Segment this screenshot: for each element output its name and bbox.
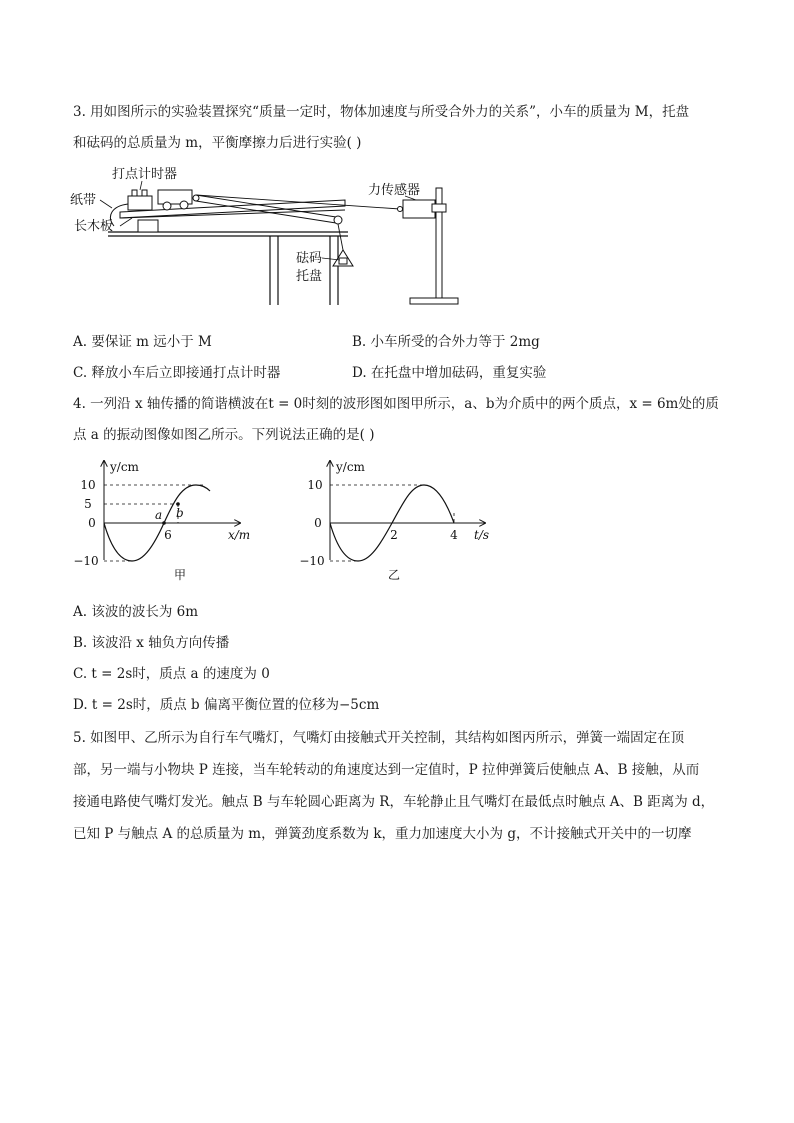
q5-stem-line3: 接通电路使气嘴灯发光。触点 B 与车轮圆心距离为 R，车轮静止且气嘴灯在最低点时触点 A、B 距离为 d， xyxy=(73,794,715,810)
vib-caption: 乙 xyxy=(387,568,401,582)
wave-ytick-0: 0 xyxy=(88,516,96,530)
point-b-label: b xyxy=(176,506,184,520)
q4-option-a: A. 该波的波长为 6m xyxy=(73,604,199,620)
q4-wave-graph xyxy=(60,455,280,590)
q3-option-a: A. 要保证 m 远小于 M xyxy=(73,334,212,350)
q4-option-c: C. t = 2s时，质点 a 的速度为 0 xyxy=(73,666,270,682)
wave-ytick-5: 5 xyxy=(84,497,92,511)
q3-stem-line2: 和砝码的总质量为 m，平衡摩擦力后进行实验( ) xyxy=(73,135,362,151)
vib-xtick-2: 2 xyxy=(390,528,398,542)
wave-ytick-neg10: −10 xyxy=(73,554,99,568)
q4-stem-line2: 点 a 的振动图像如图乙所示。下列说法正确的是( ) xyxy=(73,427,375,443)
vib-xlabel: t/s xyxy=(474,528,490,542)
q4-stem-line1: 4. 一列沿 x 轴传播的简谐横波在t = 0时刻的波形图如图甲所示，a、b为介质中的两个质点，x = 6m处的质 xyxy=(73,396,719,412)
q3-option-b: B. 小车所受的合外力等于 2mg xyxy=(352,334,540,350)
wave-xtick-6: 6 xyxy=(164,528,172,542)
q5-stem-line1: 5. 如图甲、乙所示为自行车气嘴灯，气嘴灯由接触式开关控制，其结构如图丙所示，弹簧一端固定在顶 xyxy=(73,730,685,746)
vib-ytick-neg10: −10 xyxy=(299,554,325,568)
board-label: 长木板 xyxy=(74,219,114,234)
q5-stem-line2: 部，另一端与小物块 P 连接，当车轮转动的角速度达到一定值时，P 拉伸弹簧后使触点 A、B 接触，从而 xyxy=(73,762,700,778)
wave-caption: 甲 xyxy=(173,568,187,582)
wave-ytick-10: 10 xyxy=(80,478,96,492)
sensor-label: 力传感器 xyxy=(368,183,421,198)
q5-stem-line4: 已知 P 与触点 A 的总质量为 m，弹簧劲度系数为 k，重力加速度大小为 g，不计接触式开关中的一切摩 xyxy=(73,826,692,842)
point-a-label: a xyxy=(155,508,163,522)
q3-option-d: D. 在托盘中增加砝码，重复实验 xyxy=(352,365,547,381)
q4-option-b: B. 该波沿 x 轴负方向传播 xyxy=(73,635,230,651)
vib-ytick-0: 0 xyxy=(314,516,322,530)
tray-label: 托盘 xyxy=(296,269,323,284)
q3-option-c: C. 释放小车后立即接通打点计时器 xyxy=(73,365,281,381)
q4-vibration-graph xyxy=(290,455,510,590)
weight-label: 砝码 xyxy=(296,251,323,266)
tape-label: 纸带 xyxy=(70,193,97,208)
wave-xlabel: x/m xyxy=(228,528,251,542)
vib-ytick-10: 10 xyxy=(307,478,323,492)
q4-option-d: D. t = 2s时，质点 b 偏离平衡位置的位移为−5cm xyxy=(73,697,380,713)
timer-label: 打点计时器 xyxy=(112,167,178,182)
wave-ylabel: y/cm xyxy=(110,460,139,474)
q3-apparatus-figure xyxy=(60,160,480,310)
vib-xtick-4: 4 xyxy=(450,528,458,542)
vib-ylabel: y/cm xyxy=(336,460,365,474)
q3-stem-line1: 3. 用如图所示的实验装置探究“质量一定时，物体加速度与所受合外力的关系”，小车的质量为 M，托盘 xyxy=(73,104,690,120)
